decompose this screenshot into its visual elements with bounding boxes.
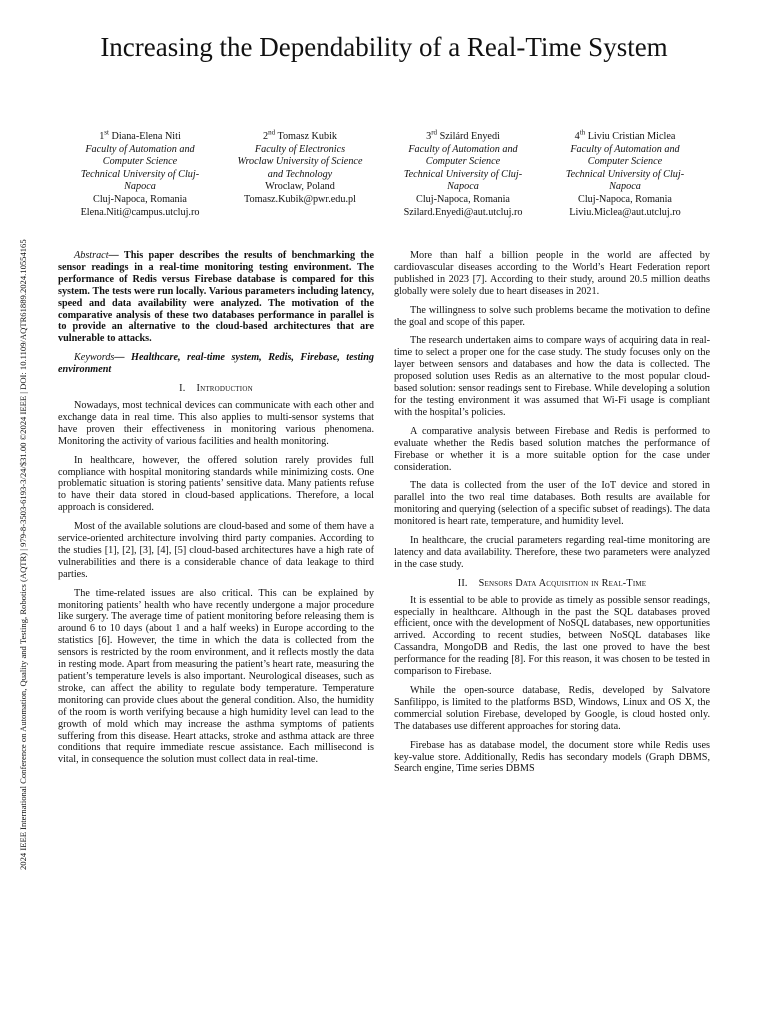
paragraph: The research undertaken aims to compare ways of acquiring data in real-time to select a proper one for the case study. The study focuses only on the layer between sensors and databases and how the data is collected. The proposed solution uses Redis as an alternative to the most popular cloud-based solution: sensor readings sent to Firebase. While developing a solution for the testing environment it was assumed that Wi-Fi usage is compliant with the hospital’s policies. bbox=[394, 335, 710, 418]
author-block bbox=[0, 128, 768, 231]
paper-title: Increasing the Dependability of a Real-Time System bbox=[100, 32, 668, 62]
paragraph: More than half a billion people in the world are affected by cardiovascular diseases according to the World’s Heart Federation report published in 2023 [7]. According to their study, around 20.5 million deaths globally were solely due to heart diseases in 2021. bbox=[394, 250, 710, 297]
paragraph: In healthcare, however, the offered solution rarely provides full compliance with hospital monitoring standards while minimizing costs. One problematic situation is storing patients’ sensitive data. Many patients refuse to have their data stored in cloud-based applications. Therefore, a local approach is considered. bbox=[58, 454, 374, 514]
author-name: Liviu Cristian Miclea bbox=[587, 131, 676, 142]
abstract: Abstract— This paper describes the results of benchmarking the sensor readings in a real-time monitoring testing environment. The performance of Redis versus Firebase database is compared for this system. The tests were run locally. Various parameters including latency, speed and data availability were analyzed. The motivation of the comparative analysis of these two databases performance in parallel is to provide an alternative to the cloud-based architectures that are vulnerable to attacks. bbox=[58, 250, 374, 345]
author-1: 1st Diana-Elena Niti Faculty of Automation and Computer Science Technical University of Cluj- Napoca Cluj-Napoca, Romania Elena.Niti@campus.utcluj.ro bbox=[55, 131, 225, 219]
author-name: Szilárd Enyedi bbox=[439, 131, 500, 142]
author-4: 4th Liviu Cristian Miclea Faculty of Automation and Computer Science Technical University of Cluj- Napoca Cluj-Napoca, Romania Liviu.Miclea@aut.utcluj.ro bbox=[540, 131, 710, 219]
section-heading-sensors: II. Sensors Data Acquisition in Real-Time bbox=[457, 577, 647, 589]
paragraph: While the open-source database, Redis, developed by Salvatore Sanfilippo, is limited to the platforms BSD, Windows, Linux and OS X, the commercial solution Firebase, developed by Google, is cloud hosted only. The databases use different approaches for storing data. bbox=[394, 685, 710, 732]
author-3: 3rd Szilárd Enyedi Faculty of Automation and Computer Science Technical University of Cluj- Napoca Cluj-Napoca, Romania Szilard.Enyedi@aut.utcluj.ro bbox=[378, 131, 548, 219]
author-2: 2nd Tomasz Kubik Faculty of Electronics Wroclaw University of Science and Technology Wroclaw, Poland Tomasz.Kubik@pwr.edu.pl bbox=[215, 131, 385, 207]
paragraph: Firebase has as database model, the document store while Redis uses key-value store. Additionally, Redis has secondary models (Graph DBMS, Search engine, Time series DBMS bbox=[394, 739, 710, 775]
copyright-sidebar bbox=[16, 152, 30, 870]
copyright-text: 2024 IEEE International Conference on Automation, Quality and Testing, Robotics (AQTR) | 979-8-3503-6193-3/24/$31.00 ©2024 IEEE | DOI: 10.1109/AQTR61889.2024.10554165 bbox=[18, 239, 28, 870]
author-name: Tomasz Kubik bbox=[277, 131, 338, 142]
paragraph: Most of the available solutions are cloud-based and some of them have a service-oriented architecture involving third party companies. According to the studies [1], [2], [3], [4], [5] cloud-based architectures have a high rate of vulnerabilities and there is a considerable chance of data leakage to third parties. bbox=[58, 521, 374, 580]
left-column bbox=[58, 250, 374, 773]
paragraph: It is essential to be able to provide as timely as possible sensor readings, especially in healthcare. Although in the past the SQL databases proved efficient, once with the development of NoSQL databases, new opportunities arrived. According to recent studies, between NoSQL databases like Cassandra, MongoDB and Redis, the last one proved to have the best performance for the reading [8]. For this reason, it was chosen to be tested in comparison to Firebase. bbox=[394, 594, 710, 678]
keywords: Keywords— Healthcare, real-time system, Redis, Firebase, testing environment bbox=[58, 352, 374, 376]
author-email: Liviu.Miclea@aut.utcluj.ro bbox=[569, 206, 681, 218]
paragraph: The time-related issues are also critical. This can be explained by monitoring patients’ health who have recently undergone a major procedure like surgery. The average time of patient monitoring before releasing them is around 6 to 10 days (about 1 and a half weeks) in Europe according to the statistics [6]. However, the time in which the data is collected from the sensors is restricted by the room environment, and it reflects mostly the data in resting mode. Apart from measuring the patient’s heart rate, measuring the patient’s temperature levels is also important. Neurological diseases, such as stroke, can affect the ability to regulate body temperature. Temperature monitoring can provide clues about the general condition. Also, the humidity of the room is worth verifying because a high humidity level can lead to the growth of mold which may increase the asthma symptoms of patients suffering from this disease. Heart attacks, stroke and asthma attack are three conditions that require immediate rescue assistance. Each millisecond is vital, in consequence the solution must collect data in real-time. bbox=[58, 587, 374, 766]
author-email: Elena.Niti@campus.utcluj.ro bbox=[80, 206, 200, 218]
author-email: Tomasz.Kubik@pwr.edu.pl bbox=[244, 193, 356, 205]
paragraph: Nowadays, most technical devices can communicate with each other and exchange data in real time. This also applies to multi-sensor systems that have proven their effectiveness in monitoring various phenomena. Monitoring the activity of various facilities and health monitoring. bbox=[58, 399, 374, 447]
paragraph: The data is collected from the user of the IoT device and stored in parallel into the two real time databases. Both results are available for monitoring and querying (selection of a specific subset of readings). The data monitored is heart rate, temperature, and humidity level. bbox=[394, 480, 710, 528]
paragraph: A comparative analysis between Firebase and Redis is performed to evaluate whether the Redis based solution matches the performance of Firebase or whether it is a more suitable option for the case under consideration. bbox=[394, 425, 710, 473]
right-column bbox=[394, 250, 710, 782]
paragraph: The willingness to solve such problems became the motivation to define the goal and scope of this paper. bbox=[394, 304, 710, 328]
paragraph: In healthcare, the crucial parameters regarding real-time monitoring are latency and data availability. Therefore, these two parameters were analyzed in the case study. bbox=[394, 535, 710, 570]
author-name: Diana-Elena Niti bbox=[111, 131, 181, 142]
author-email: Szilard.Enyedi@aut.utcluj.ro bbox=[403, 206, 523, 218]
section-heading-introduction: I. Introduction bbox=[179, 383, 253, 395]
